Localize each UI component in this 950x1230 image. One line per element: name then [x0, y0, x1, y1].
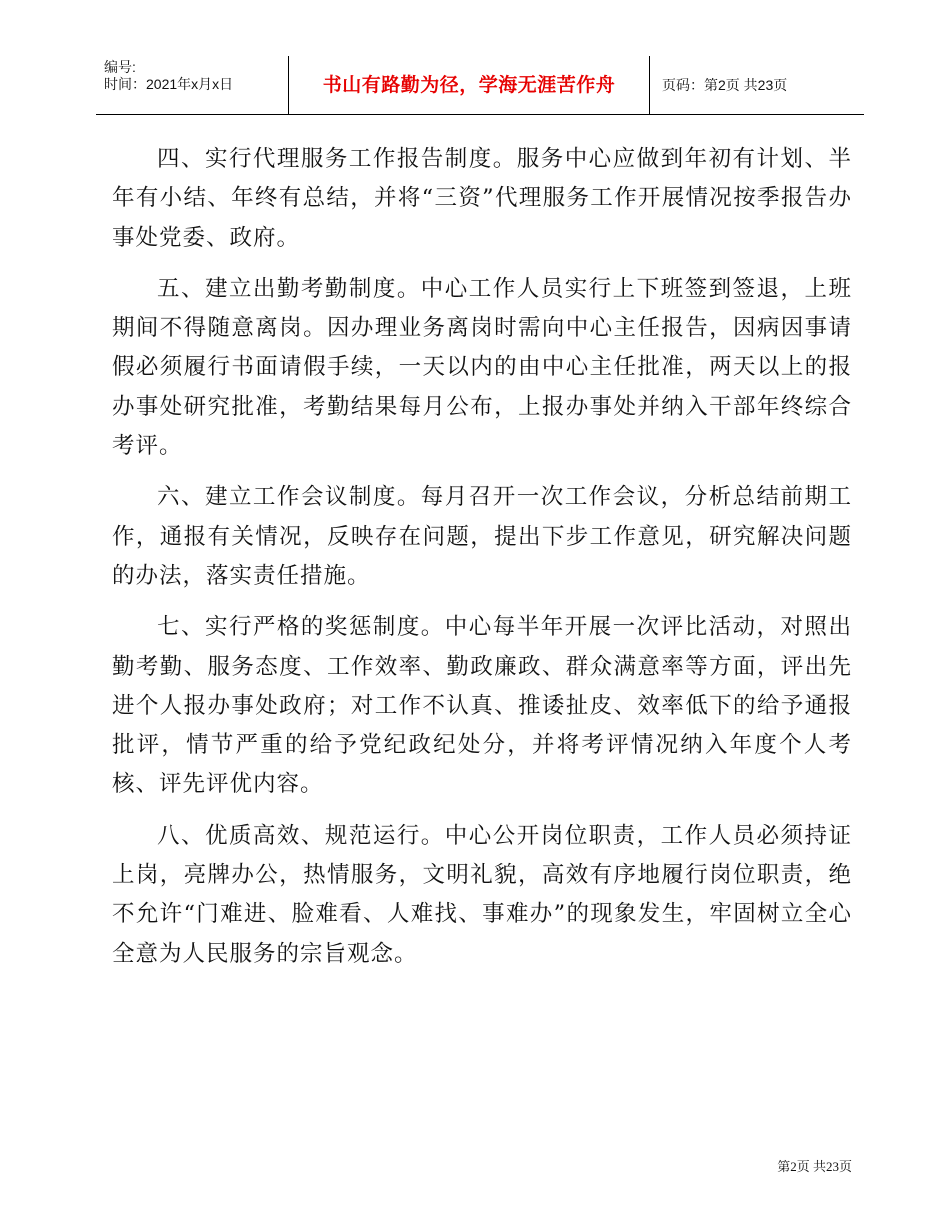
header-meta	[104, 56, 289, 114]
page-footer: 第2页 共23页	[777, 1159, 852, 1174]
document-code-label: 编号:	[104, 59, 136, 75]
page-header	[96, 56, 864, 115]
header-divider-right	[649, 56, 650, 114]
header-page-code: 页码：第2页 共23页	[662, 77, 788, 93]
paragraph-5: 五、建立出勤考勤制度。中心工作人员实行上下班签到签退，上班期间不得随意离岗。因办理业务离岗时需向中心主任报告，因病因事请假必须履行书面请假手续，一天以内的由中心主任批准，两天以上的报办事处研究批准，考勤结果每月公布，上报办事处并纳入干部年终综合考评。	[112, 275, 852, 460]
paragraph-8: 八、优质高效、规范运行。中心公开岗位职责，工作人员必须持证上岗，亮牌办公，热情服务，文明礼貌，高效有序地履行岗位职责，绝不允许“门难进、脸难看、人难找、事难办”的现象发生，牢固树立全心全意为人民服务的宗旨观念。	[112, 822, 852, 967]
paragraph-7: 七、实行严格的奖惩制度。中心每半年开展一次评比活动，对照出勤考勤、服务态度、工作效率、勤政廉政、群众满意率等方面，评出先进个人报办事处政府；对工作不认真、推诿扯皮、效率低下的给予通报批评，情节严重的给予党纪政纪处分，并将考评情况纳入年度个人考核、评先评优内容。	[112, 614, 852, 798]
document-body	[112, 140, 852, 986]
document-time-label: 时间：2021年x月x日	[104, 76, 234, 92]
paragraph-4: 四、实行代理服务工作报告制度。服务中心应做到年初有计划、半年有小结、年终有总结，并将“三资”代理服务工作开展情况按季报告办事处党委、政府。	[112, 146, 852, 251]
header-motto: 书山有路勤为径，学海无涯苦作舟	[322, 74, 616, 96]
paragraph-6: 六、建立工作会议制度。每月召开一次工作会议，分析总结前期工作，通报有关情况，反映存在问题，提出下步工作意见，研究解决问题的办法，落实责任措施。	[112, 484, 852, 589]
